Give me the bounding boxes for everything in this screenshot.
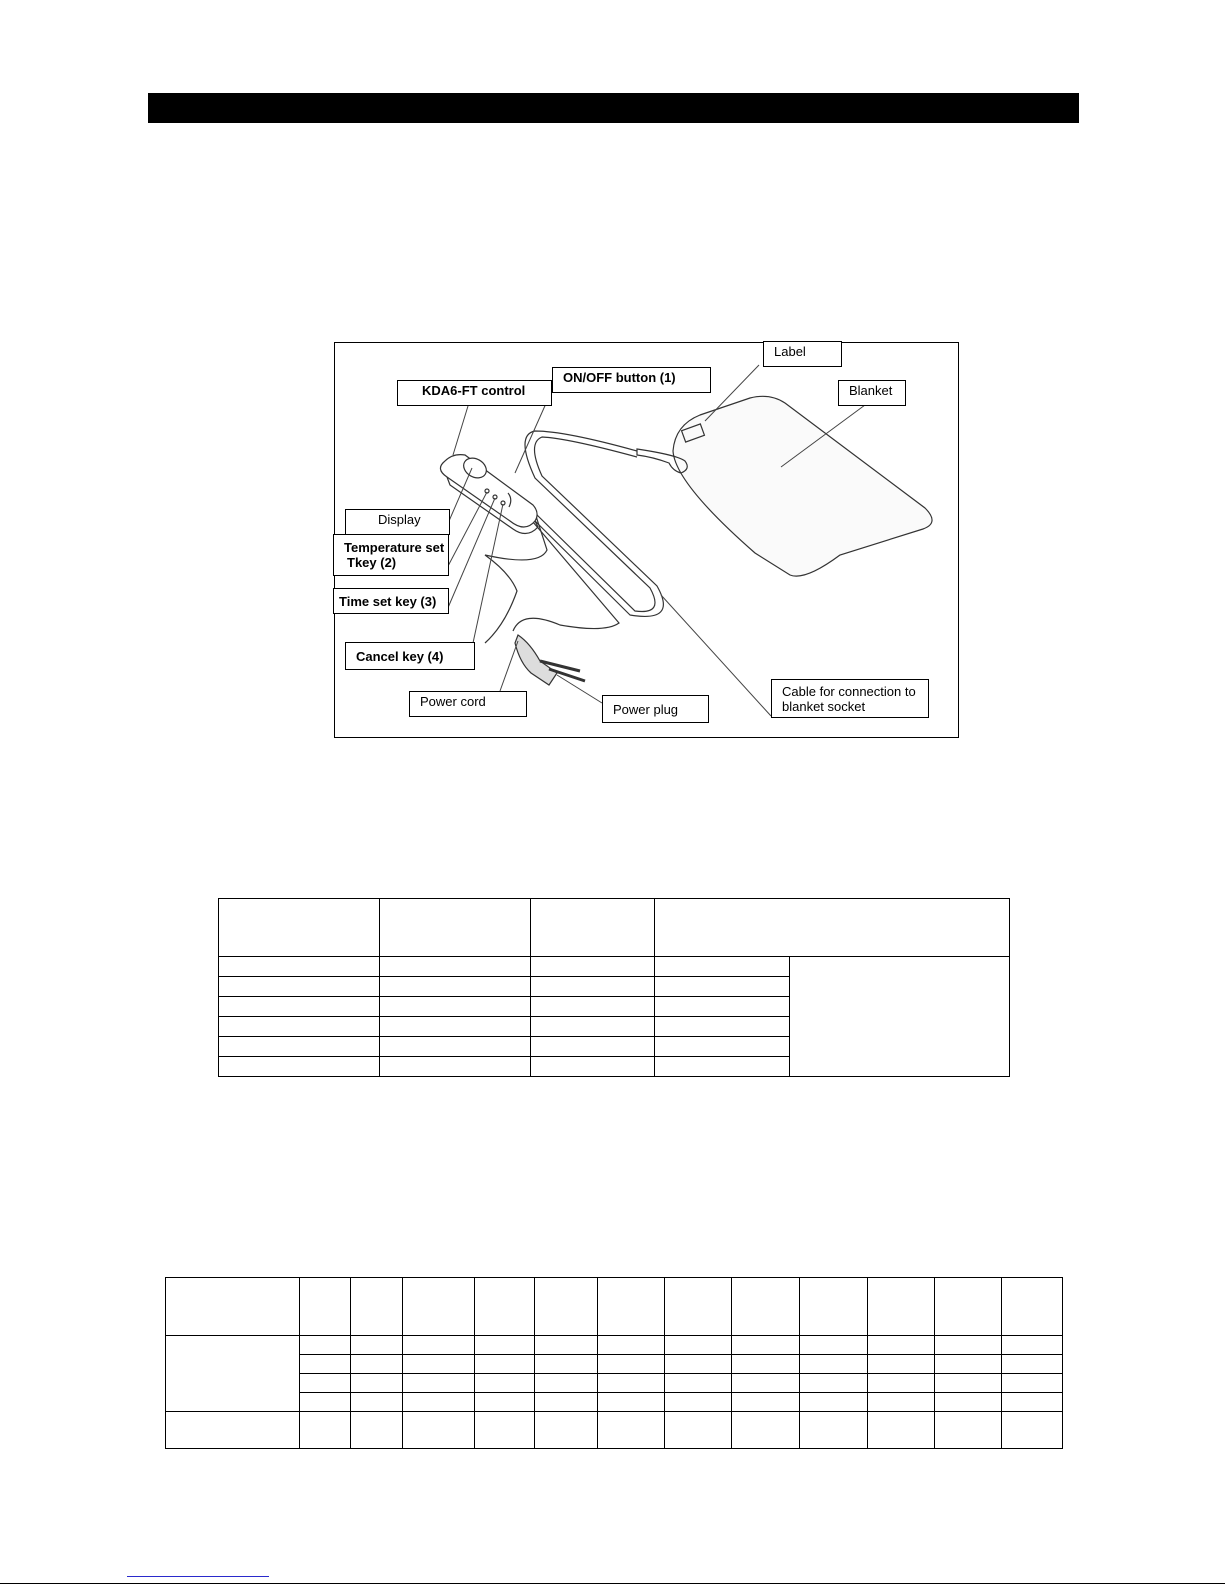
table-header-row [166, 1278, 1063, 1336]
table-cell [665, 1393, 732, 1412]
table-cell [531, 997, 655, 1017]
leader-control [453, 406, 468, 455]
table-cell [403, 1393, 475, 1412]
table-cell [380, 1017, 531, 1037]
table-cell [800, 1393, 868, 1412]
leader-cancel [473, 504, 503, 643]
table-cell [403, 1374, 475, 1393]
table-cell [935, 1278, 1002, 1336]
table-cell [475, 1355, 535, 1374]
callout-cancel-key: Cancel key (4) [345, 642, 475, 670]
table-cell [935, 1374, 1002, 1393]
table-row [166, 1355, 1063, 1374]
table-cell [475, 1412, 535, 1449]
table-cell [655, 1057, 790, 1077]
table-cell [800, 1278, 868, 1336]
table-cell [598, 1355, 665, 1374]
table-cell [351, 1412, 403, 1449]
table-cell [800, 1336, 868, 1355]
table-cell [935, 1412, 1002, 1449]
table-cell [868, 1393, 935, 1412]
table-cell [166, 1412, 300, 1449]
table-cell [403, 1278, 475, 1336]
table-cell [475, 1278, 535, 1336]
table-cell [665, 1336, 732, 1355]
table-cell [800, 1355, 868, 1374]
table-cell [1002, 1412, 1063, 1449]
table-row [166, 1393, 1063, 1412]
table-cell [732, 1336, 800, 1355]
table-cell [732, 1278, 800, 1336]
table-cell [665, 1355, 732, 1374]
table-cell [535, 1412, 598, 1449]
table-cell [475, 1393, 535, 1412]
table-cell [655, 1037, 790, 1057]
table-cell [1002, 1374, 1063, 1393]
table-cell [1002, 1278, 1063, 1336]
table-cell [598, 1393, 665, 1412]
table-cell [219, 1037, 380, 1057]
table-cell [300, 1336, 351, 1355]
table-cell [300, 1374, 351, 1393]
footer-link-underline[interactable] [127, 1576, 269, 1577]
table-cell [219, 997, 380, 1017]
table-cell [535, 1393, 598, 1412]
table-cell [300, 1393, 351, 1412]
table-cell [535, 1355, 598, 1374]
table-cell [475, 1336, 535, 1355]
table-cell [800, 1412, 868, 1449]
table-cell [351, 1336, 403, 1355]
footer-rule [0, 1583, 1225, 1584]
table-cell [868, 1278, 935, 1336]
power-cable [485, 513, 547, 643]
power-plug-shape [515, 635, 557, 685]
table-row [166, 1374, 1063, 1393]
table-cell [380, 1057, 531, 1077]
table-cell [300, 1278, 351, 1336]
table-cell [403, 1355, 475, 1374]
table-cell [935, 1393, 1002, 1412]
callout-label: Label [763, 341, 842, 367]
table-cell [868, 1412, 935, 1449]
product-diagram [334, 342, 959, 738]
table-cell [351, 1393, 403, 1412]
table-cell [535, 1374, 598, 1393]
table-cell [598, 1412, 665, 1449]
table-cell [535, 1336, 598, 1355]
table-cell [219, 1017, 380, 1037]
table-cell [380, 977, 531, 997]
callout-power-cord: Power cord [409, 691, 527, 717]
table-cell [868, 1336, 935, 1355]
table-cell [531, 1057, 655, 1077]
settings-table [165, 1277, 1063, 1449]
table-cell [598, 1278, 665, 1336]
table-cell [531, 899, 655, 957]
table-cell [403, 1412, 475, 1449]
table-cell [219, 1057, 380, 1077]
table-cell [598, 1336, 665, 1355]
callout-temperature-set-key [333, 534, 449, 576]
table-cell [868, 1374, 935, 1393]
table-cell [935, 1355, 1002, 1374]
merged-table-cell [166, 1336, 300, 1412]
callout-power-plug: Power plug [602, 695, 709, 723]
temperature-set-line1: Temperature set [344, 540, 445, 555]
cable-line1: Cable for connection to [782, 684, 916, 699]
table-cell [351, 1278, 403, 1336]
table-cell [935, 1336, 1002, 1355]
table-cell [166, 1278, 300, 1336]
table-cell [351, 1374, 403, 1393]
table-cell [732, 1374, 800, 1393]
table-cell [655, 957, 790, 977]
table-cell [655, 997, 790, 1017]
table-cell [380, 957, 531, 977]
table-cell [380, 997, 531, 1017]
table-row [166, 1336, 1063, 1355]
table-cell [219, 899, 380, 957]
table-cell [800, 1374, 868, 1393]
table-cell [403, 1336, 475, 1355]
table-header-row [219, 899, 1010, 957]
leader-power-cord [500, 641, 518, 691]
table-cell [219, 957, 380, 977]
table-cell [380, 899, 531, 957]
table-cell [732, 1412, 800, 1449]
table-cell [868, 1355, 935, 1374]
table-cell [655, 977, 790, 997]
table-row [219, 957, 1010, 977]
callout-time-set-key: Time set key (3) [333, 588, 449, 614]
blanket-pad [673, 396, 932, 576]
callout-display: Display [345, 509, 450, 535]
table-cell [535, 1278, 598, 1336]
table-cell [531, 1017, 655, 1037]
table-cell [531, 957, 655, 977]
section-header-bar [148, 93, 1079, 123]
table-cell [1002, 1393, 1063, 1412]
callout-cable-for-connection [771, 679, 929, 718]
table-cell [655, 899, 1010, 957]
table-cell [665, 1412, 732, 1449]
callout-on-off-button: ON/OFF button (1) [552, 367, 711, 393]
table-cell [1002, 1336, 1063, 1355]
table-cell [531, 977, 655, 997]
table-cell [300, 1355, 351, 1374]
table-cell [732, 1355, 800, 1374]
temperature-set-line2: Tkey (2) [347, 555, 397, 570]
table-cell [665, 1278, 732, 1336]
specification-table [218, 898, 1010, 1077]
table-cell [219, 977, 380, 997]
table-cell [300, 1412, 351, 1449]
merged-table-cell [790, 957, 1010, 1077]
table-cell [351, 1355, 403, 1374]
table-cell [598, 1374, 665, 1393]
table-cell [655, 1017, 790, 1037]
table-cell [1002, 1355, 1063, 1374]
table-cell [475, 1374, 535, 1393]
table-cell [380, 1037, 531, 1057]
callout-kda6-ft-control: KDA6-FT control [397, 380, 552, 406]
table-cell [531, 1037, 655, 1057]
callout-blanket: Blanket [838, 380, 906, 406]
cable-line2: blanket socket [782, 699, 866, 714]
table-cell [665, 1374, 732, 1393]
table-cell [732, 1393, 800, 1412]
table-row [166, 1412, 1063, 1449]
